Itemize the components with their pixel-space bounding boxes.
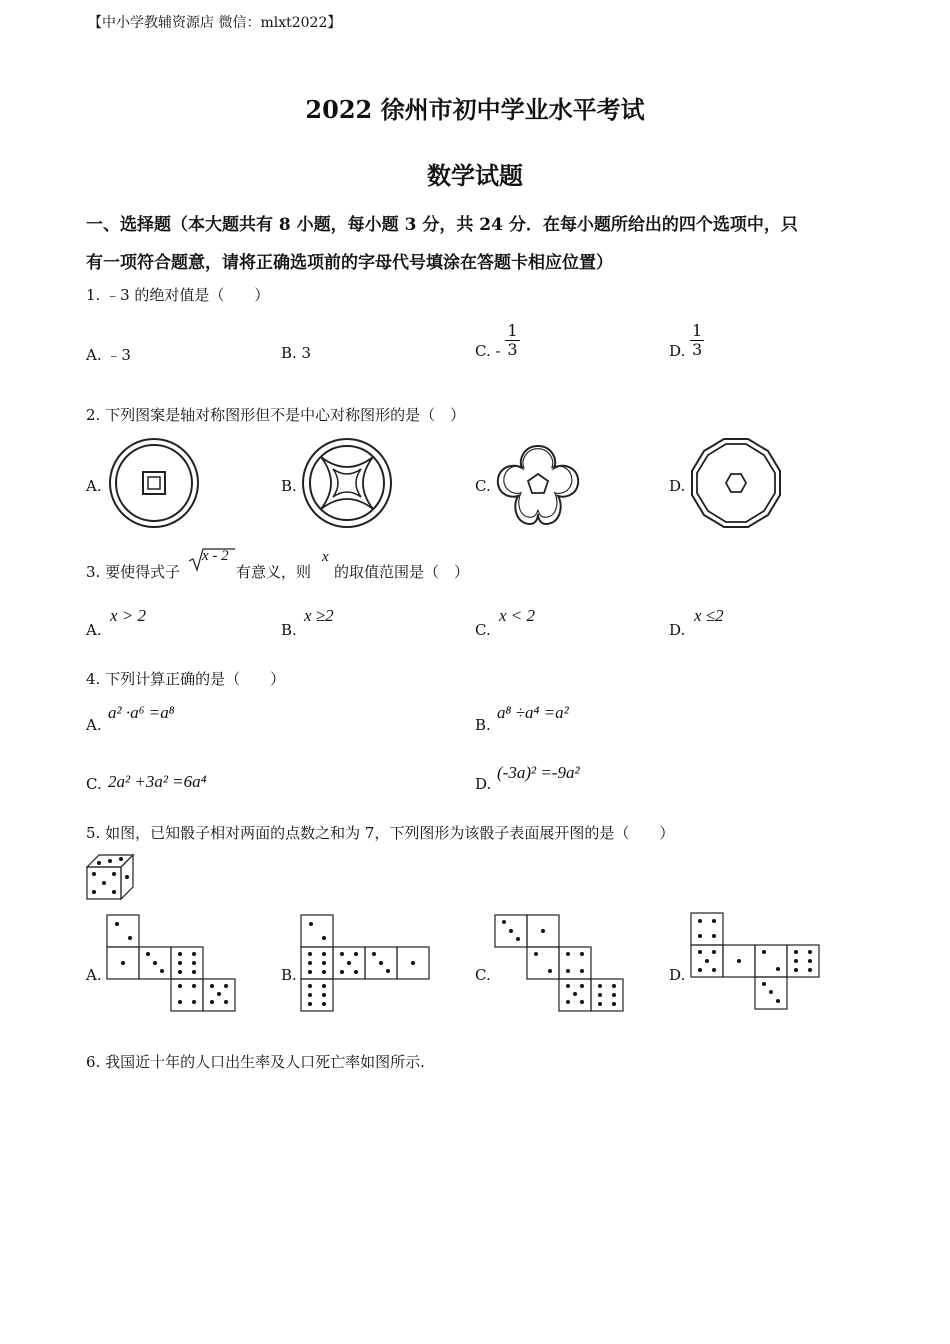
q5-option-c-label: C. [475,966,491,984]
question-3-stem-pre: 3. 要使得式子 [86,563,181,581]
q3-option-b-expr: x ≥2 [304,606,334,625]
q2-option-b-label: B. [281,477,297,495]
q2-figure-b-coin-star [301,437,393,529]
q1-option-c-label: C. - [475,342,501,360]
q4-option-b-label: B. [475,716,491,734]
q3-variable: x [322,549,329,565]
q4-option-d-expr: (-3a)² =-9a² [497,763,580,782]
q5-net-b [300,914,434,1014]
q5-die-cube [86,852,136,900]
q4-option-a-expr: a² ·a⁶ =a⁸ [108,703,175,722]
q2-figure-c-flower [494,440,582,528]
q1-option-c-fraction [505,322,519,359]
q3-option-a-expr: x > 2 [110,606,147,625]
question-2-stem: 2. 下列图案是轴对称图形但不是中心对称图形的是（ ） [86,406,466,424]
question-4-stem: 4. 下列计算正确的是（ ） [86,670,286,688]
q5-option-b-label: B. [281,966,297,984]
q1-c-denominator: 3 [507,339,518,359]
q2-option-c-label: C. [475,477,491,495]
q3-radicand: x - 2 [202,548,229,564]
q1-d-numerator: 1 [692,320,703,340]
q3-option-d-label: D. [669,621,686,639]
q2-option-d-label: D. [669,477,686,495]
question-6-stem: 6. 我国近十年的人口出生率及人口死亡率如图所示. [86,1053,425,1071]
q4-option-b-expr: a⁸ ÷a⁴ =a² [497,703,569,722]
section-heading-line1: 一、选择题（本大题共有 8 小题，每小题 3 分，共 24 分．在每小题所给出的四个选项中，只 [86,215,798,235]
page-title: 2022 徐州市初中学业水平考试 [305,95,645,124]
section-heading-line2: 有一项符合题意，请将正确选项前的字母代号填涂在答题卡相应位置） [86,253,613,273]
q1-c-numerator: 1 [507,320,518,340]
page-subtitle: 数学试题 [427,161,523,190]
q5-net-c [494,914,628,1014]
question-1-stem: 1. ﹣3 的绝对值是（ ） [86,286,270,304]
q1-option-a: A. ﹣3 [86,346,131,364]
q2-figure-d-dodecagon [690,437,782,529]
q4-option-c-label: C. [86,775,102,793]
q2-figure-a-coin-square [108,437,200,529]
q3-option-b-label: B. [281,621,297,639]
q4-option-a-label: A. [86,716,102,734]
question-3-stem-mid: 有意义，则 [236,563,312,581]
q1-option-b: B. 3 [281,344,312,362]
q5-option-d-label: D. [669,966,686,984]
q1-option-d-label: D. [669,342,686,360]
q5-net-a [106,914,240,1014]
q2-option-a-label: A. [86,477,102,495]
question-3-stem-post: 的取值范围是（ ） [334,563,470,581]
q4-option-d-label: D. [475,775,492,793]
question-5-stem: 5. 如图，已知骰子相对两面的点数之和为 7，下列图形为该骰子表面展开图的是（ ） [86,824,675,842]
q4-option-c-expr: 2a² +3a² =6a⁴ [108,772,207,791]
q3-option-c-expr: x < 2 [499,606,536,625]
q3-option-a-label: A. [86,621,102,639]
q3-option-d-expr: x ≤2 [694,606,724,625]
q1-option-d-fraction [690,322,704,359]
q5-net-d [690,912,824,1014]
header-note: 【中小学教辅资源店 微信：mlxt2022】 [88,15,342,31]
q1-option-c [475,320,520,360]
q5-option-a-label: A. [86,966,102,984]
q1-option-d [669,320,704,360]
q3-option-c-label: C. [475,621,491,639]
q1-d-denominator: 3 [692,339,703,359]
